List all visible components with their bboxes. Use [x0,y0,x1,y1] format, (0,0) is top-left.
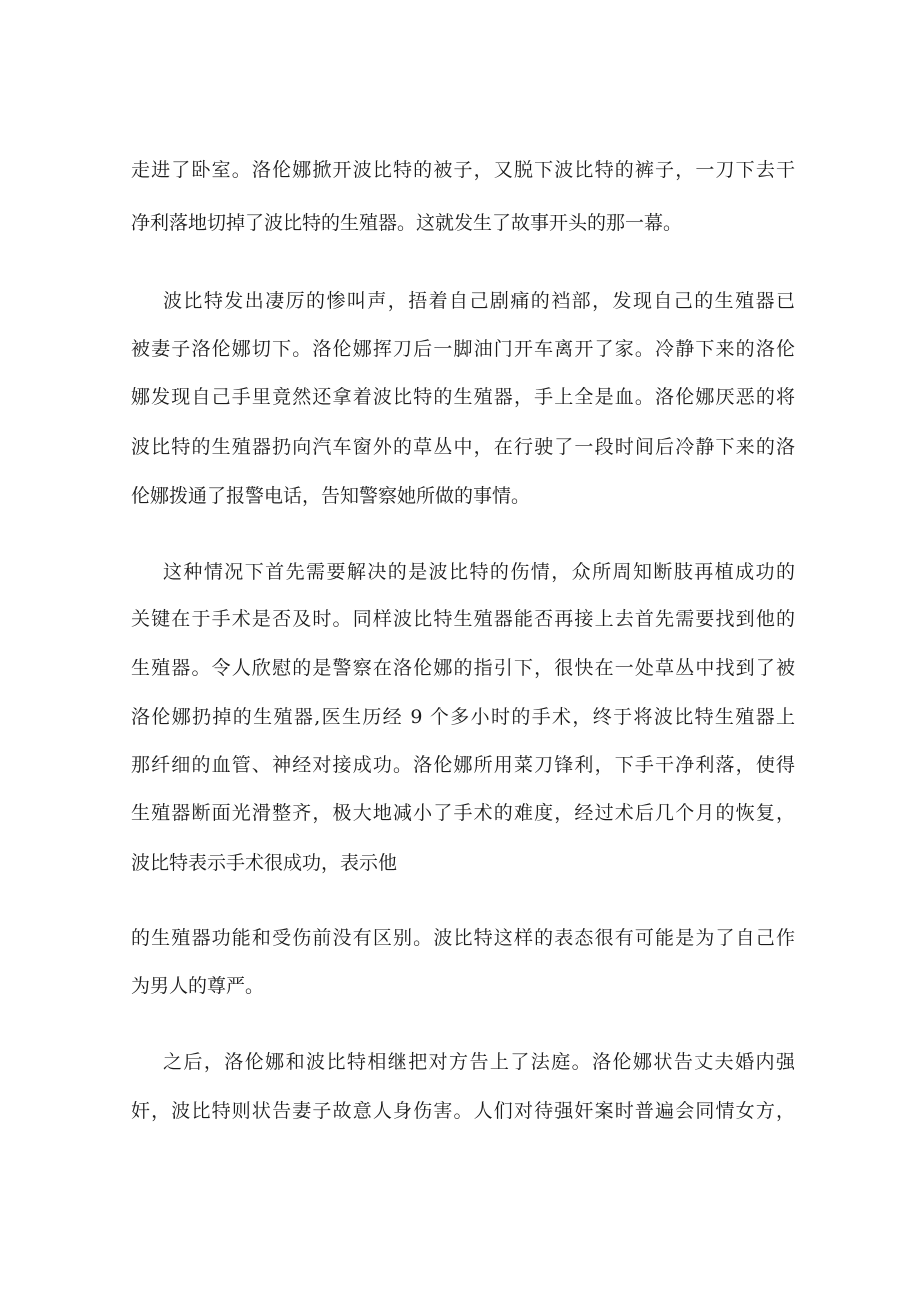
text-line: 走进了卧室。洛伦娜掀开波比特的被子，又脱下波比特的裤子，一刀下去干 [131,159,795,181]
text-line: 净利落地切掉了波比特的生殖器。这就发生了故事开头的那一幕。 [131,212,683,234]
text-line: 娜发现自己手里竟然还拿着波比特的生殖器，手上全是血。洛伦娜厌恶的将 [131,386,795,408]
text-line: 被妻子洛伦娜切下。洛伦娜挥刀后一脚油门开车离开了家。冷静下来的洛伦 [131,338,795,360]
text-line: 那纤细的血管、神经对接成功。洛伦娜所用菜刀锋利，下手干净利落，使得 [131,754,795,776]
text-line: 关键在于手术是否及时。同样波比特生殖器能否再接上去首先需要找到他的 [131,608,795,630]
text-line: 生殖器断面光滑整齐，极大地减小了手术的难度，经过术后几个月的恢复， [131,802,795,824]
text-line: 的生殖器功能和受伤前没有区别。波比特这样的表态很有可能是为了自己作 [131,927,795,949]
text-line: 波比特表示手术很成功，表示他 [131,852,398,874]
text-line: 为男人的尊严。 [131,975,265,997]
text-line: 这种情况下首先需要解决的是波比特的伤情，众所周知断肢再植成功的 [163,561,795,583]
text-line: 洛伦娜扔掉的生殖器,医生历经 9 个多小时的手术，终于将波比特生殖器上 [131,706,795,728]
text-line: 波比特发出凄厉的惨叫声，捂着自己剧痛的裆部，发现自己的生殖器已 [163,290,795,312]
text-line: 之后，洛伦娜和波比特相继把对方告上了法庭。洛伦娜状告丈夫婚内强 [163,1051,795,1073]
text-line: 伦娜拨通了报警电话，告知警察她所做的事情。 [131,485,531,507]
text-line: 波比特的生殖器扔向汽车窗外的草丛中，在行驶了一段时间后冷静下来的洛 [131,436,795,458]
text-line: 奸，波比特则状告妻子故意人身伤害。人们对待强奸案时普遍会同情女方， [131,1100,795,1122]
text-line: 生殖器。令人欣慰的是警察在洛伦娜的指引下，很快在一处草丛中找到了被 [131,657,795,679]
